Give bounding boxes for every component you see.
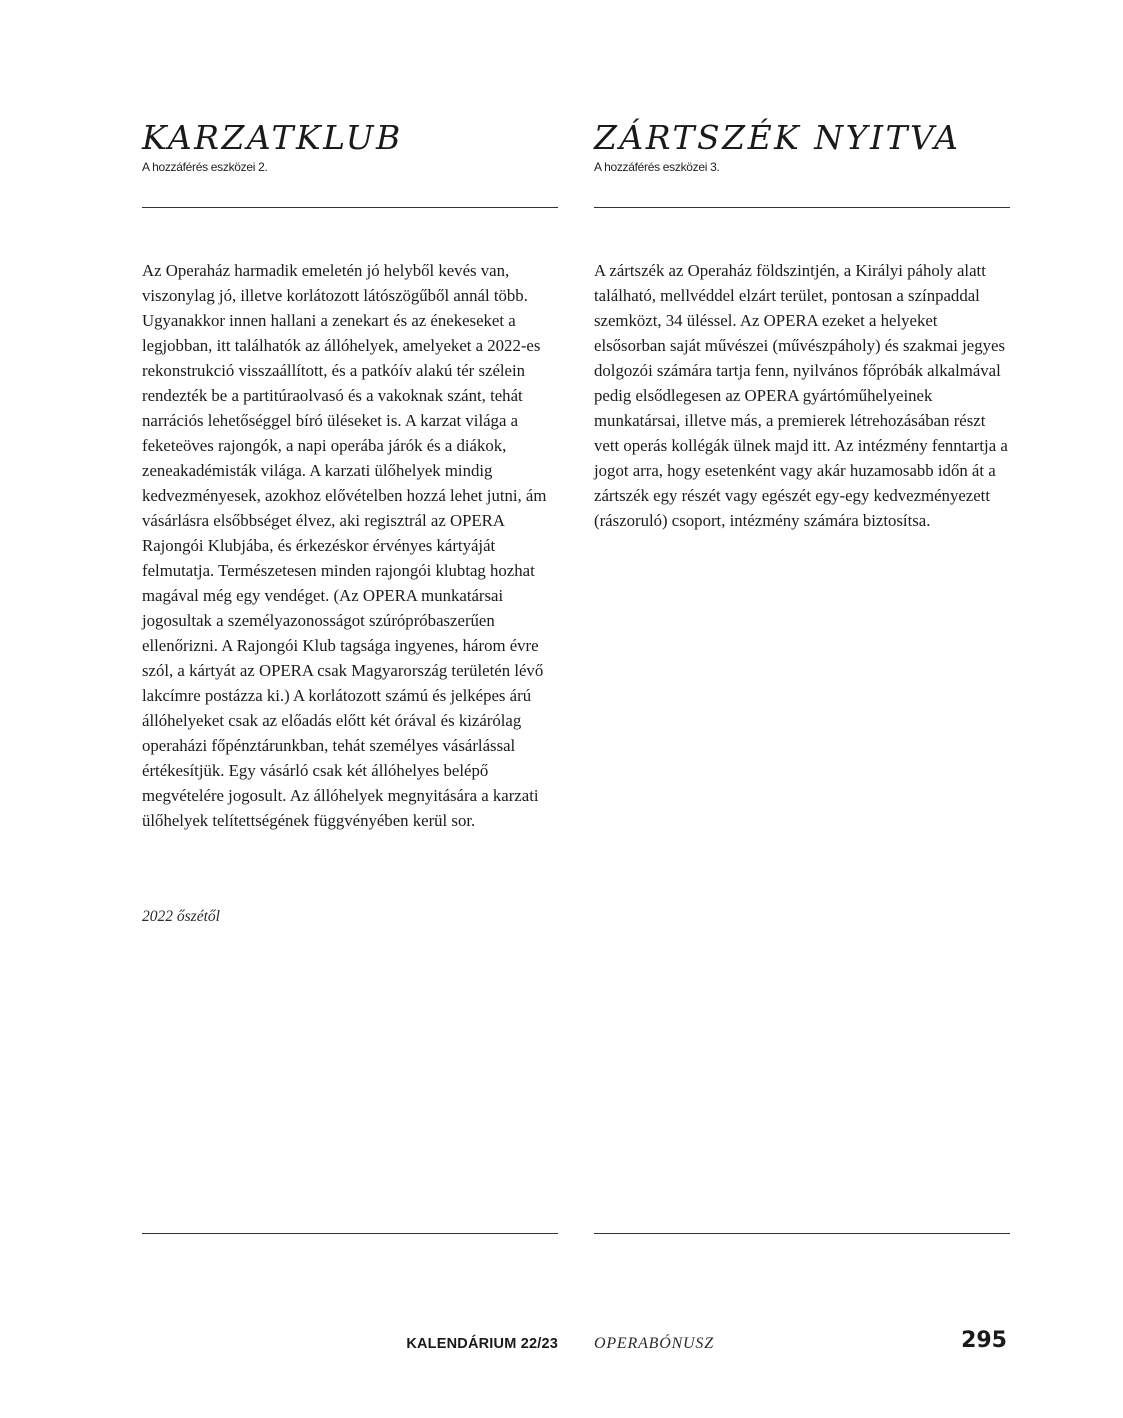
section-body: Az Operaház harmadik emeletén jó helyből kevés van, viszonylag jó, illetve korlátozott látószögűből annál több. Ugyanakkor innen hallani a zenekart és az énekeseket a legjobban, itt találhatók az állóhelyek, amelyeket a 2022-es rekonstrukció visszaállított, és a patkóív alakú tér szélein rendezték be a partitúraolvasó és a vakoknak szánt, tehát narrációs lehetőséggel bíró üléseket is. A karzat világa a feketeöves rajongók, a napi operába járók és a diákok, zeneakadémisták világa. A karzati ülőhelyek mindig kedvezményesek, azokhoz elővételben hozzá lehet jutni, ám vásárlásra elsőbbséget élvez, aki regisztrál az OPERA Rajongói Klubjába, és érkezéskor érvényes kártyáját felmutatja. Természetesen minden rajongói klubtag hozhat magával még egy vendéget. (Az OPERA munkatársai jogosultak a személyazonosságot szúrópróbaszerűen ellenőrizni. A Rajongói Klub tagsága ingyenes, három évre szól, a kártyát az OPERA csak Magyarország területén lévő lakcímre postázza ki.) A korlátozott számú és jelképes árú állóhelyeket csak az előadás előtt két órával és kizárólag operaházi főpénztárunkban, tehát személyes vásárlással értékesítjük. Egy vásárló csak két állóhelyes belépő megvételére jogosult. Az állóhelyek megnyitására a karzati ülőhelyek telítettségének függvényében kerül sor. <box>142 261 547 830</box>
section-title: KARZATKLUB <box>142 118 403 157</box>
karzatklub-section <box>142 118 558 830</box>
section-subtitle: A hozzáférés eszközei 2. <box>142 160 268 174</box>
page-number: 295 <box>961 1328 1007 1353</box>
zartszek-section <box>594 118 1010 530</box>
footer-section-name: OPERABÓNUSZ <box>594 1335 714 1352</box>
dateline: 2022 őszétől <box>142 908 220 925</box>
section-title: ZÁRTSZÉK NYITVA <box>594 118 961 157</box>
section-subtitle: A hozzáférés eszközei 3. <box>594 160 720 174</box>
footer-divider-left <box>142 1233 558 1234</box>
section-divider <box>142 207 558 208</box>
footer-publication: KALENDÁRIUM 22/23 <box>406 1336 558 1352</box>
section-body: A zártszék az Operaház földszintjén, a Királyi páholy alatt található, mellvéddel elzárt terület, pontosan a színpaddal szemközt, 34 üléssel. Az OPERA ezeket a helyeket elsősorban saját művészei (művészpáholy) és szakmai jegyes dolgozói számára tartja fenn, nyilvános főpróbák alkalmával pedig elsődlegesen az OPERA gyártóműhelyeinek munkatársai, illetve más, a premierek létrehozásában részt vett operás kollégák ülnek majd itt. Az intézmény fenntartja a jogot arra, hogy esetenként vagy akár huzamosabb időn át a zártszék egy részét vagy egészét egy-egy kedvezményezett (rászoruló) csoport, intézmény számára biztosítsa. <box>594 261 1008 530</box>
footer-divider-right <box>594 1233 1010 1234</box>
section-divider <box>594 207 1010 208</box>
